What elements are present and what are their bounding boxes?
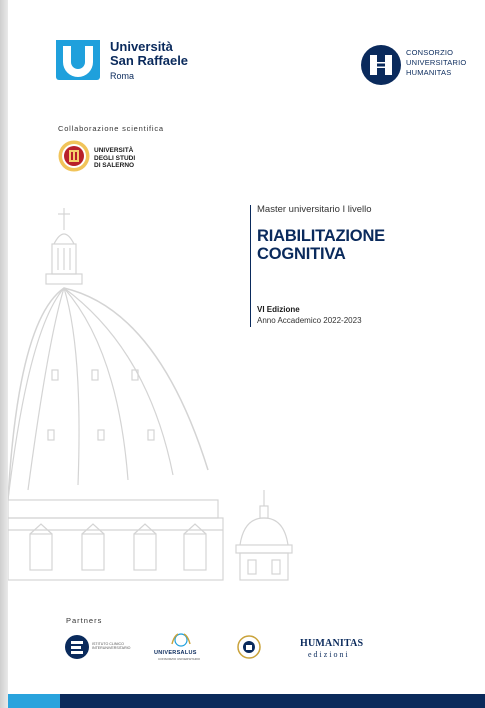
course-title-line2: COGNITIVA: [257, 245, 346, 263]
partners-label: Partners: [66, 616, 103, 625]
istituto-clinico-icon: [64, 634, 90, 660]
consortium-line1: CONSORZIO: [406, 48, 454, 57]
salerno-line2: DEGLI STUDI: [94, 154, 136, 162]
consortium-line3: HUMANITAS: [406, 68, 452, 77]
partner4-name: HUMANITAS: [300, 638, 364, 649]
salerno-line1: UNIVERSITÀ: [94, 147, 134, 154]
page-shadow: [0, 0, 8, 708]
course-edition: VI Edizione: [257, 305, 300, 314]
partner2-sub: CONSORZIO UNIVERSITARIO: [158, 657, 201, 661]
usr-line1: Università: [110, 39, 173, 54]
usr-line3: Roma: [110, 71, 135, 81]
salerno-wordmark: [94, 147, 135, 170]
academic-year: Anno Accademico 2022-2023: [257, 316, 362, 325]
partner-logo-universalus: [154, 632, 208, 662]
collaboration-label: Collaborazione scientifica: [58, 124, 164, 133]
istituto-seal-icon: [234, 634, 264, 660]
consortium-line2: UNIVERSITARIO: [406, 58, 467, 67]
partner1-name: ISTITUTO CLINICO INTERUNIVERSITARIO: [92, 642, 131, 650]
salerno-line3: DI SALERNO: [94, 162, 135, 169]
universalus-emblem-icon: [170, 632, 192, 648]
partner-logo-humanitas-edizioni: [300, 632, 364, 662]
partner-logo-istituto-seal: [234, 632, 268, 662]
course-type: Master universitario I livello: [257, 204, 372, 215]
partner2-name: UNIVERSALUS: [154, 650, 197, 656]
course-title: [257, 227, 467, 263]
partner4-sub: edizioni: [308, 650, 350, 659]
brochure-cover: [8, 0, 485, 708]
course-title-line1: RIABILITAZIONE: [257, 227, 385, 245]
consortium-wordmark: [406, 48, 466, 78]
footer-bar: [8, 694, 485, 708]
partner-logo-istituto-clinico: [64, 632, 150, 662]
footer-accent: [8, 694, 60, 708]
usr-wordmark: [110, 40, 188, 83]
usr-line2: San Raffaele: [110, 53, 189, 68]
humanitas-consortium-logo: [360, 44, 402, 86]
course-title-block: [250, 205, 467, 327]
salerno-seal-icon: [58, 140, 90, 172]
usr-shield-logo: [56, 40, 100, 80]
